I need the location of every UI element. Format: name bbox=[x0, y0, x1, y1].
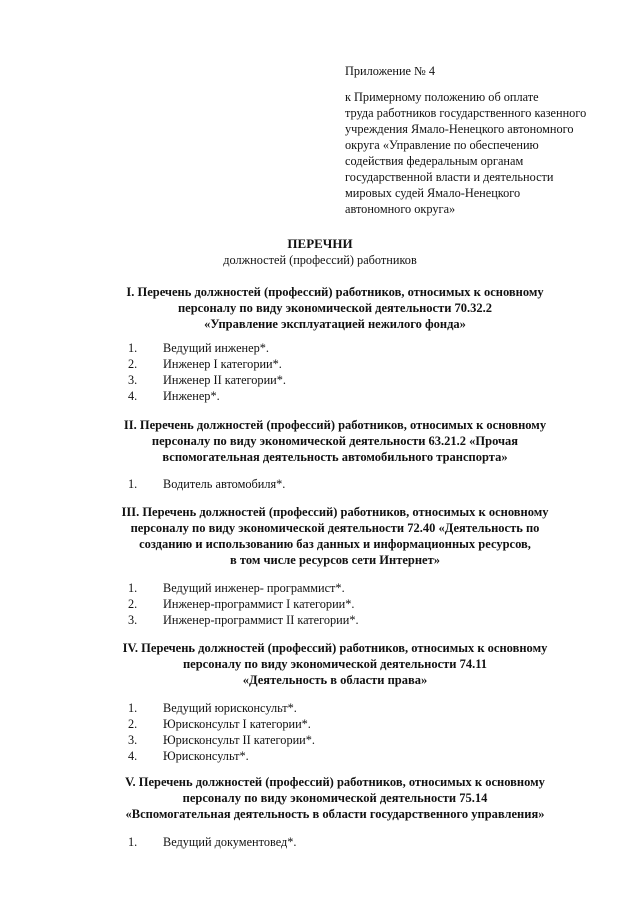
list-item: 1. Ведущий инженер- программист*. bbox=[128, 581, 345, 595]
list-item: 3. Юрисконсульт II категории*. bbox=[128, 733, 315, 747]
appendix-block bbox=[345, 63, 615, 217]
document-title: ПЕРЕЧНИ bbox=[287, 236, 353, 251]
heading-line: «Вспомогательная деятельность в области государственного управления» bbox=[125, 807, 545, 821]
heading-line: «Управление эксплуатацией нежилого фонда» bbox=[204, 317, 466, 331]
heading-line: «Деятельность в области права» bbox=[242, 673, 428, 687]
heading-line: вспомогательная деятельность автомобильного транспорта» bbox=[162, 450, 508, 464]
list-item: 1. Ведущий документовед*. bbox=[128, 835, 297, 849]
list-item: 1. Ведущий инженер*. bbox=[128, 341, 269, 355]
section-1-heading bbox=[100, 284, 570, 332]
heading-line: персоналу по виду экономической деятельности 75.14 bbox=[182, 791, 488, 805]
list-item: 2. Инженер I категории*. bbox=[128, 357, 282, 371]
appendix-line: учреждения Ямало-Ненецкого автономного bbox=[345, 122, 574, 136]
appendix-line: труда работников государственного казенного bbox=[345, 106, 587, 120]
section-2-list bbox=[128, 476, 548, 492]
list-item: 4. Инженер*. bbox=[128, 389, 220, 403]
section-2-heading bbox=[100, 417, 570, 465]
appendix-line: к Примерному положению об оплате bbox=[345, 90, 539, 104]
list-item: 1. Ведущий юрисконсульт*. bbox=[128, 701, 297, 715]
section-3-heading bbox=[100, 504, 570, 568]
appendix-description bbox=[345, 89, 615, 217]
heading-line: созданию и использованию баз данных и информационных ресурсов, bbox=[139, 537, 531, 551]
heading-line: V. Перечень должностей (профессий) работников, относимых к основному bbox=[125, 775, 545, 789]
heading-line: I. Перечень должностей (профессий) работников, относимых к основному bbox=[126, 285, 544, 299]
list-item: 2. Юрисконсульт I категории*. bbox=[128, 717, 311, 731]
section-5-heading bbox=[100, 774, 570, 822]
appendix-number: Приложение № 4 bbox=[345, 64, 436, 78]
appendix-line: государственной власти и деятельности bbox=[345, 170, 554, 184]
appendix-line: мировых судей Ямало-Ненецкого bbox=[345, 186, 521, 200]
section-5-list bbox=[128, 834, 548, 850]
heading-line: III. Перечень должностей (профессий) работников, относимых к основному bbox=[121, 505, 549, 519]
heading-line: персоналу по виду экономической деятельности 74.11 bbox=[182, 657, 488, 671]
heading-line: персоналу по виду экономической деятельности 72.40 «Деятельность по bbox=[130, 521, 540, 535]
heading-line: персоналу по виду экономической деятельности 70.32.2 bbox=[177, 301, 493, 315]
list-item: 4. Юрисконсульт*. bbox=[128, 749, 249, 763]
section-4-heading bbox=[100, 640, 570, 688]
list-item: 1. Водитель автомобиля*. bbox=[128, 477, 286, 491]
heading-line: II. Перечень должностей (профессий) работников, относимых к основному bbox=[123, 418, 547, 432]
heading-line: персоналу по виду экономической деятельности 63.21.2 «Прочая bbox=[151, 434, 519, 448]
document-subtitle: должностей (профессий) работников bbox=[223, 253, 417, 267]
appendix-line: содействия федеральным органам bbox=[345, 154, 524, 168]
section-3-list bbox=[128, 580, 548, 628]
list-item: 3. Инженер II категории*. bbox=[128, 373, 286, 387]
heading-line: IV. Перечень должностей (профессий) работников, относимых к основному bbox=[122, 641, 548, 655]
section-4-list bbox=[128, 700, 548, 764]
list-item: 2. Инженер-программист I категории*. bbox=[128, 597, 355, 611]
appendix-line: округа «Управление по обеспечению bbox=[345, 138, 539, 152]
appendix-line: автономного округа» bbox=[345, 202, 456, 216]
section-1-list bbox=[128, 340, 548, 404]
list-item: 3. Инженер-программист II категории*. bbox=[128, 613, 359, 627]
heading-line: в том числе ресурсов сети Интернет» bbox=[229, 553, 440, 567]
